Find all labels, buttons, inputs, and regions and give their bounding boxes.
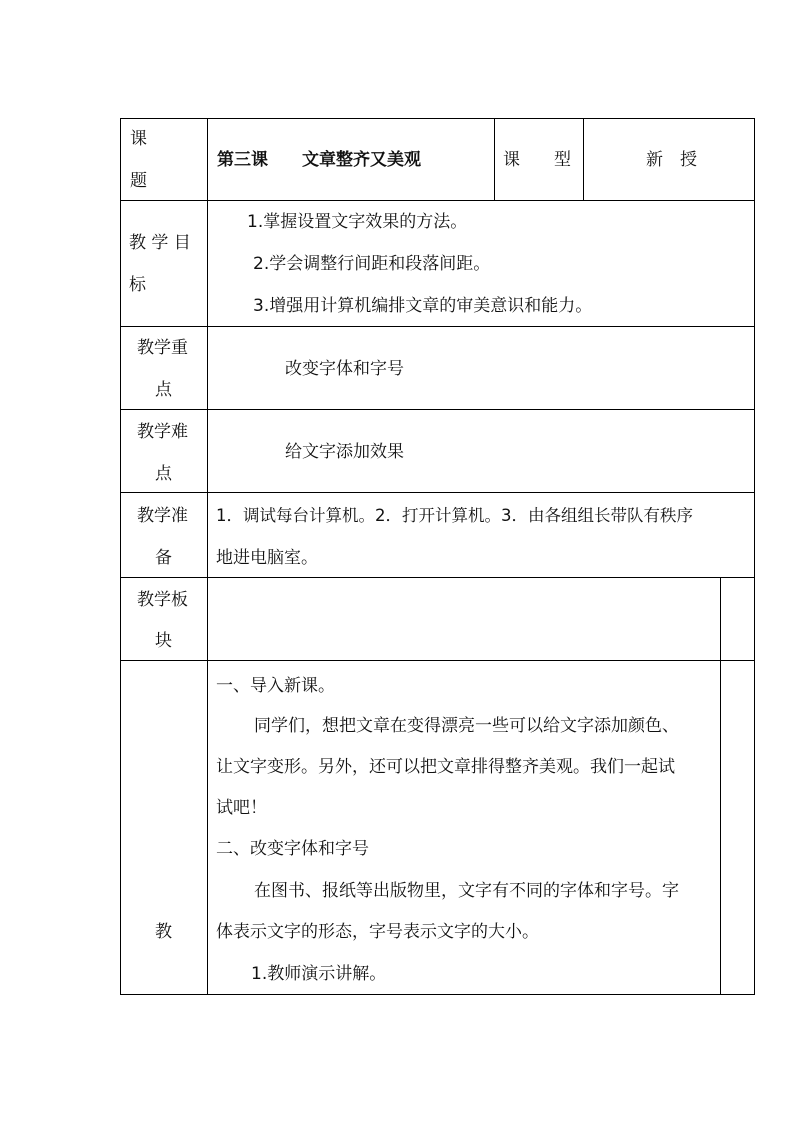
- objectives-label-line-1: 教 学 目: [129, 233, 191, 253]
- type-label-divider: [494, 118, 495, 201]
- process-line: 在图书、报纸等出版物里，文字有不同的字体和字号。字: [254, 881, 679, 901]
- objective-item: 2.学会调整行间距和段落间距。: [253, 254, 491, 274]
- difficulties-value: 给文字添加效果: [285, 442, 404, 462]
- row-divider: [120, 326, 755, 327]
- difficulties-label-line-1: 教学难: [137, 422, 188, 442]
- row-divider: [120, 200, 755, 201]
- process-line: 二、改变字体和字号: [216, 839, 369, 859]
- modules-label-line-1: 教学板: [137, 590, 188, 610]
- process-line: 体表示文字的形态，字号表示文字的大小。: [216, 922, 539, 942]
- process-line: 一、导入新课。: [216, 676, 335, 696]
- preparation-label-line-1: 教学准: [137, 506, 188, 526]
- table-border-right: [754, 118, 755, 995]
- key-points-value: 改变字体和字号: [285, 359, 404, 379]
- process-label: 教: [155, 922, 172, 942]
- topic-label-line-1: 课: [130, 129, 147, 149]
- row-divider: [120, 492, 755, 493]
- process-line: 让文字变形。另外，还可以把文章排得整齐美观。我们一起试: [216, 757, 675, 777]
- type-label: 课 型: [503, 150, 571, 170]
- table-border-bottom: [120, 994, 755, 995]
- topic-label-line-2: 题: [130, 171, 147, 191]
- process-line: 试吧！: [216, 798, 267, 818]
- objective-item: 1.掌握设置文字效果的方法。: [247, 212, 468, 232]
- preparation-label-line-2: 备: [155, 548, 172, 568]
- modules-label-line-2: 块: [155, 631, 172, 651]
- row-divider: [120, 660, 755, 661]
- row-divider: [120, 409, 755, 410]
- side-column-divider: [720, 577, 721, 995]
- preparation-line: 1．调试每台计算机。2．打开计算机。3．由各组组长带队有秩序: [216, 506, 693, 525]
- preparation-line: 地进电脑室。: [216, 548, 318, 568]
- objectives-label-line-2: 标: [129, 275, 146, 295]
- table-border-left: [120, 118, 121, 995]
- type-value-divider: [583, 118, 584, 201]
- objective-item: 3.增强用计算机编排文章的审美意识和能力。: [253, 296, 593, 316]
- key-points-label-line-1: 教学重: [137, 338, 188, 358]
- topic-value: 第三课 文章整齐又美观: [217, 150, 421, 170]
- table-border-top: [120, 118, 755, 119]
- process-line: 同学们，想把文章在变得漂亮一些可以给文字添加颜色、: [254, 716, 679, 736]
- key-points-label-line-2: 点: [155, 380, 172, 400]
- row-divider: [120, 577, 755, 578]
- difficulties-label-line-2: 点: [155, 464, 172, 484]
- label-column-divider: [207, 118, 208, 995]
- process-line: 1.教师演示讲解。: [251, 964, 387, 984]
- type-value: 新 授: [646, 150, 697, 170]
